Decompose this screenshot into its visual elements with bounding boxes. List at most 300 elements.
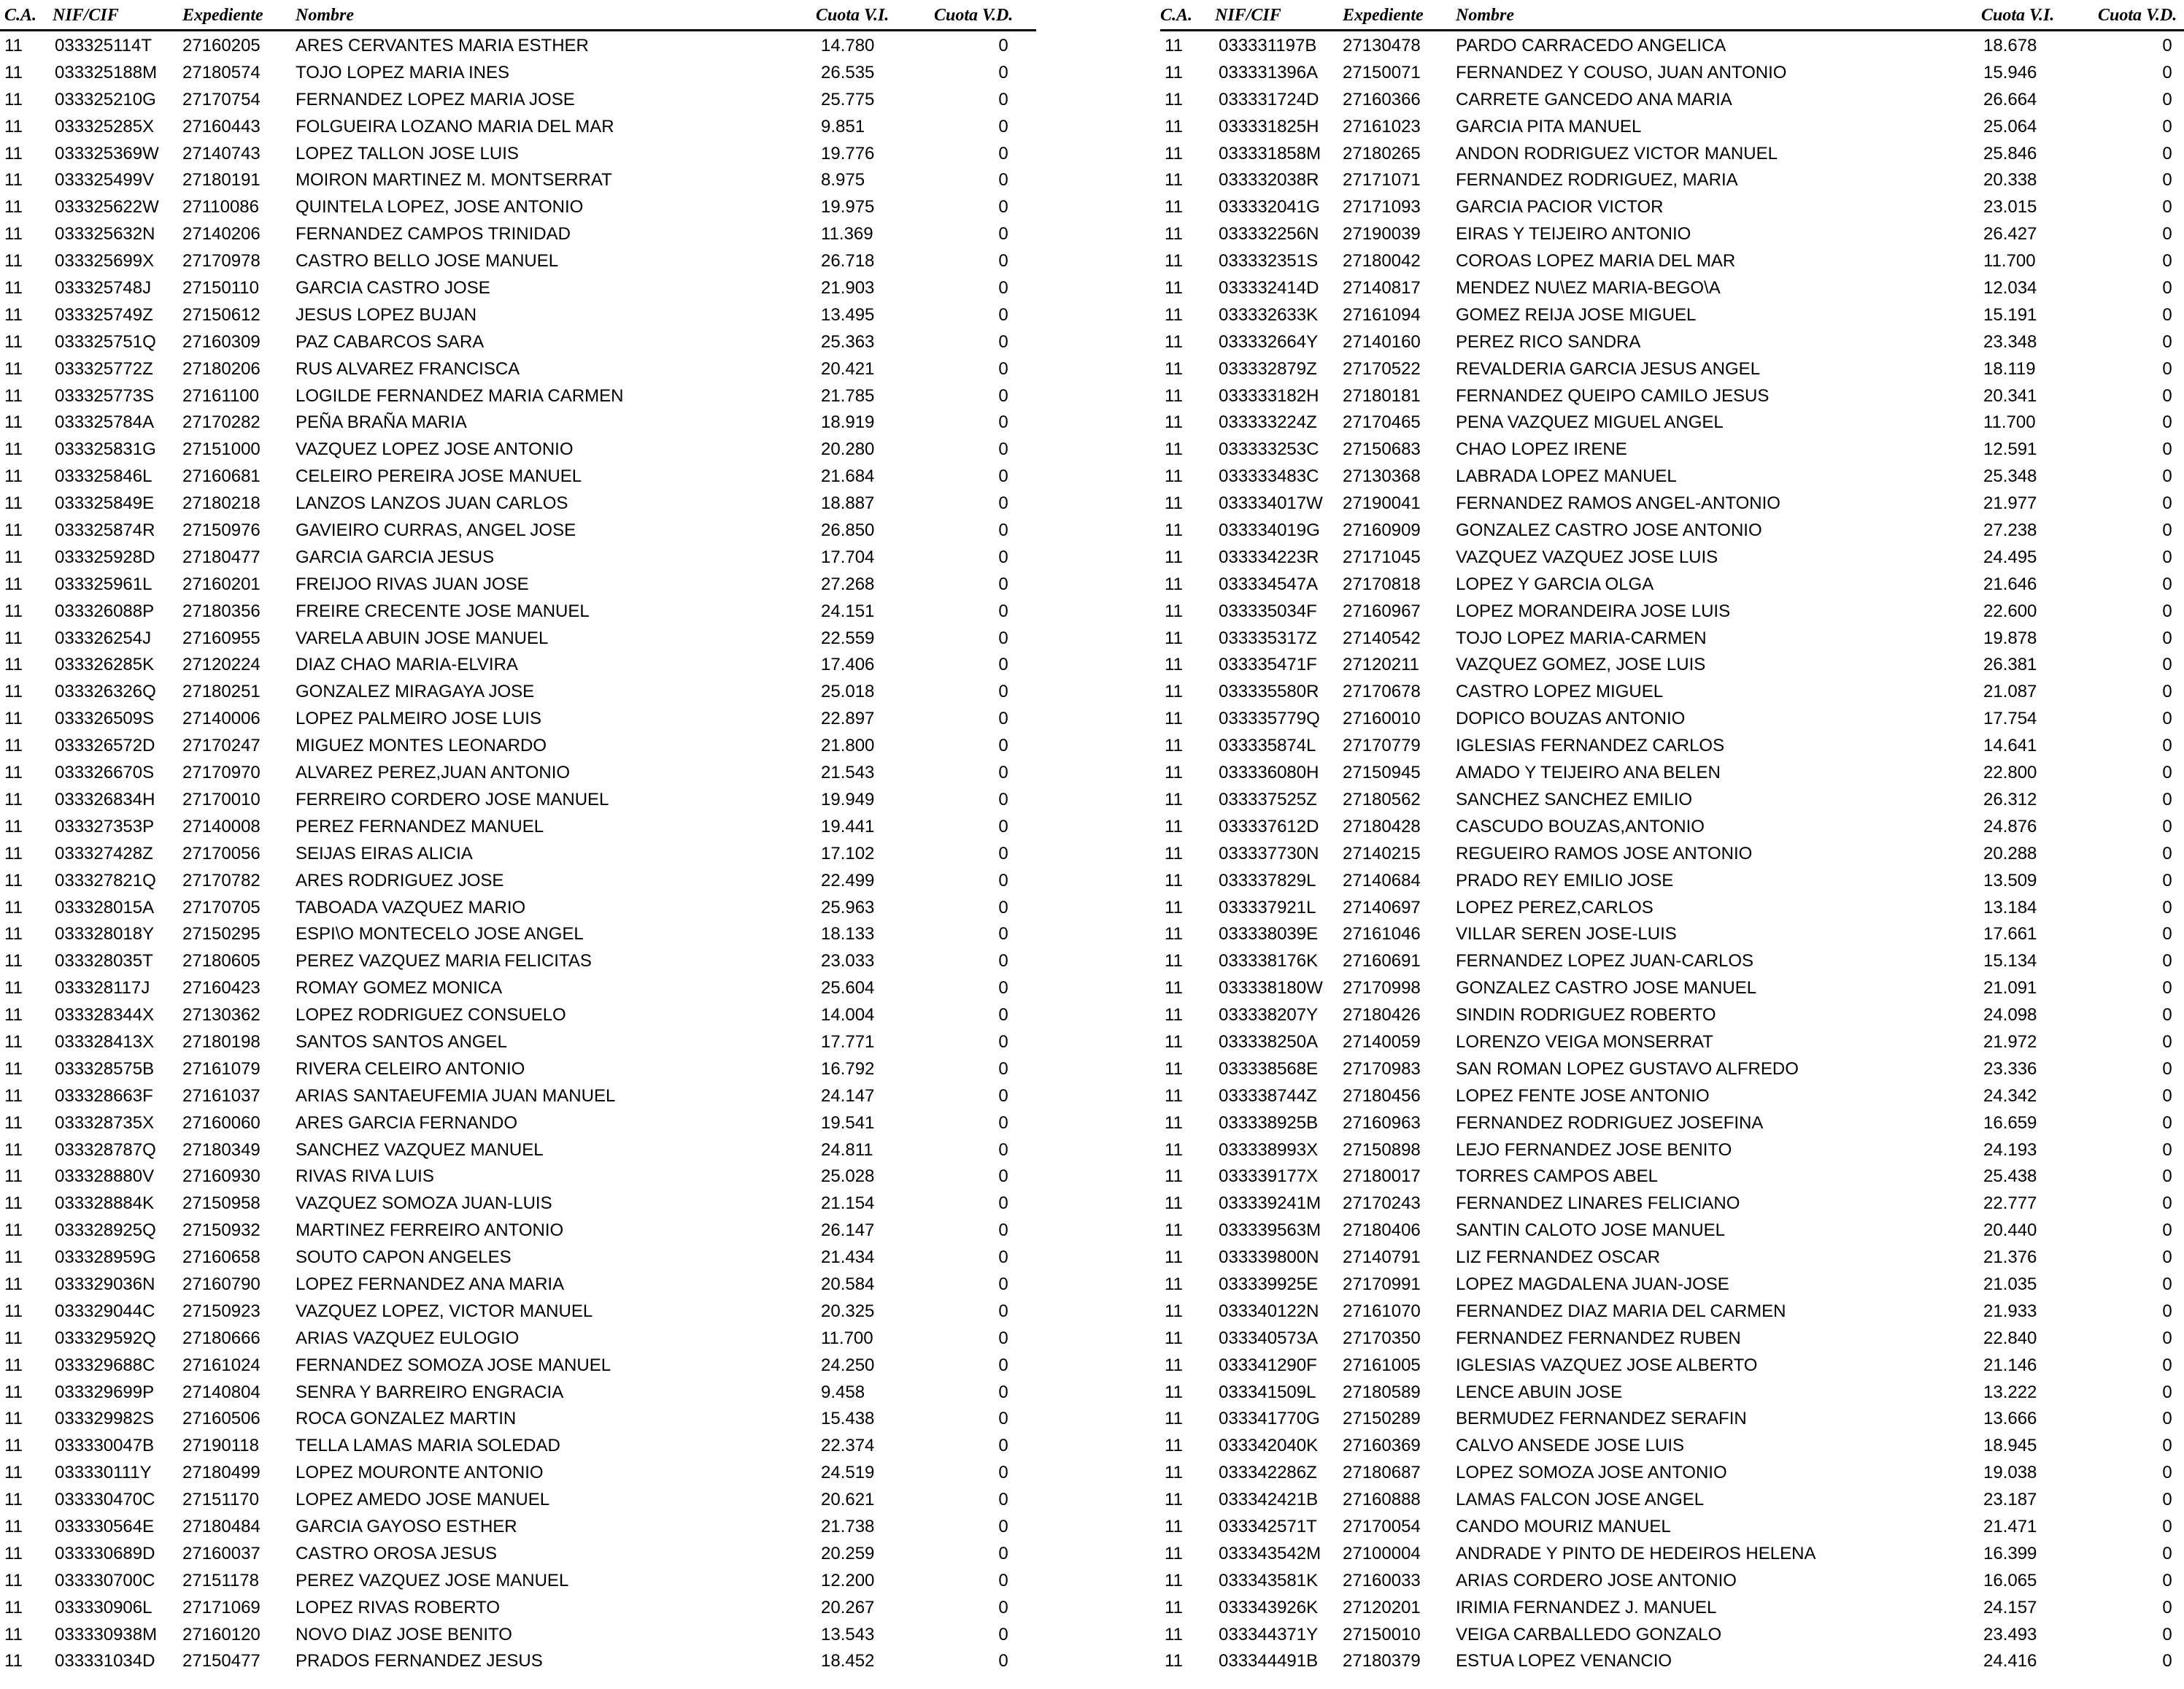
cell-nif: 033335874L <box>1219 736 1316 756</box>
cell-nif: 033337829L <box>1219 870 1316 890</box>
cell-expediente: 27190118 <box>182 1436 259 1456</box>
table-row <box>1160 1270 2184 1297</box>
cell-cuota-vd: 0 <box>998 1597 1008 1617</box>
cell-expediente: 27170054 <box>1343 1516 1421 1536</box>
cell-expediente: 27150923 <box>182 1301 261 1321</box>
cell-cuota-vd: 0 <box>998 520 1008 541</box>
cell-nif: 033331396A <box>1219 62 1319 82</box>
cell-nif: 033338180W <box>1219 978 1323 999</box>
cell-expediente: 27140817 <box>1343 278 1421 299</box>
cell-nombre: FERNANDEZ DIAZ MARIA DEL CARMEN <box>1456 1301 1786 1321</box>
cell-nif: 033330470C <box>55 1490 155 1510</box>
cell-expediente: 27160010 <box>1343 709 1421 729</box>
cell-expediente: 27160309 <box>182 331 261 352</box>
cell-cuota-vi: 20.280 <box>821 439 875 460</box>
table-row <box>0 1028 1036 1055</box>
cell-cuota-vd: 0 <box>998 601 1008 621</box>
cell-cuota-vd: 0 <box>2162 412 2172 433</box>
table-row <box>1160 58 2184 85</box>
cell-cuota-vi: 24.342 <box>1983 1085 2037 1106</box>
cell-ca: 11 <box>1165 843 1183 863</box>
cell-nombre: CARRETE GANCEDO ANA MARIA <box>1456 89 1732 109</box>
cell-expediente: 27160037 <box>182 1543 261 1563</box>
cell-ca: 11 <box>1165 1355 1183 1375</box>
cell-nif: 033342286Z <box>1219 1463 1317 1483</box>
cell-nif: 033335034F <box>1219 601 1317 621</box>
cell-ca: 11 <box>1165 628 1183 648</box>
cell-cuota-vi: 24.098 <box>1983 1005 2037 1026</box>
cell-cuota-vd: 0 <box>2162 1274 2172 1294</box>
cell-nombre: LOPEZ PEREZ,CARLOS <box>1456 897 1654 917</box>
cell-nombre: VARELA ABUIN JOSE MANUEL <box>296 628 549 648</box>
cell-nif: 033328413X <box>55 1031 155 1052</box>
cell-ca: 11 <box>4 385 23 406</box>
cell-expediente: 27160201 <box>182 574 261 594</box>
cell-ca: 11 <box>4 197 23 218</box>
cell-ca: 11 <box>1165 601 1183 621</box>
cell-expediente: 27161023 <box>1343 116 1421 136</box>
cell-cuota-vd: 0 <box>2162 1597 2172 1617</box>
cell-expediente: 27160443 <box>182 116 261 136</box>
cell-nif: 033332664Y <box>1219 331 1319 352</box>
cell-expediente: 27140791 <box>1343 1247 1421 1268</box>
table-row <box>1160 1189 2184 1216</box>
cell-cuota-vd: 0 <box>2162 116 2172 136</box>
table-row <box>1160 1082 2184 1109</box>
table-row <box>0 1055 1036 1082</box>
table-row <box>1160 1566 2184 1593</box>
table-row <box>0 489 1036 516</box>
cell-nombre: LOPEZ FENTE JOSE ANTONIO <box>1456 1085 1710 1106</box>
cell-ca: 11 <box>4 924 23 944</box>
cell-expediente: 27120211 <box>1343 655 1419 675</box>
cell-nombre: ARES CERVANTES MARIA ESTHER <box>296 36 589 55</box>
cell-cuota-vi: 20.341 <box>1983 385 2037 406</box>
cell-nif: 033343926K <box>1219 1597 1319 1617</box>
cell-expediente: 27160790 <box>182 1274 261 1294</box>
cell-cuota-vi: 16.792 <box>821 1058 875 1079</box>
cell-expediente: 27140006 <box>182 709 261 729</box>
table-row <box>0 1647 1036 1674</box>
cell-expediente: 27160909 <box>1343 520 1421 541</box>
cell-cuota-vi: 17.704 <box>821 547 875 567</box>
cell-cuota-vi: 24.811 <box>821 1139 873 1160</box>
table-row <box>1160 435 2184 462</box>
cell-expediente: 27180379 <box>1343 1651 1421 1671</box>
cell-cuota-vd: 0 <box>2162 1355 2172 1375</box>
table-row <box>1160 785 2184 812</box>
cell-ca: 11 <box>4 116 23 136</box>
cell-expediente: 27180499 <box>182 1463 261 1483</box>
table-row <box>0 1593 1036 1620</box>
header-expediente: Expediente <box>1343 6 1424 25</box>
cell-ca: 11 <box>4 763 23 783</box>
table-row <box>1160 1136 2184 1163</box>
table-row <box>1160 812 2184 839</box>
cell-cuota-vi: 23.336 <box>1983 1058 2037 1079</box>
cell-ca: 11 <box>4 682 23 702</box>
cell-ca: 11 <box>1165 412 1183 433</box>
cell-cuota-vd: 0 <box>998 143 1008 163</box>
cell-cuota-vd: 0 <box>998 1220 1008 1241</box>
cell-cuota-vd: 0 <box>2162 493 2172 514</box>
table-row <box>1160 624 2184 651</box>
cell-cuota-vd: 0 <box>998 1005 1008 1026</box>
cell-cuota-vi: 11.700 <box>1983 412 2036 433</box>
cell-ca: 11 <box>4 1085 23 1106</box>
table-row <box>0 677 1036 704</box>
table-row <box>1160 139 2184 166</box>
cell-ca: 11 <box>4 789 23 809</box>
table-row <box>0 301 1036 328</box>
cell-cuota-vd: 0 <box>998 870 1008 890</box>
cell-expediente: 27150289 <box>1343 1409 1421 1429</box>
cell-cuota-vi: 12.591 <box>1983 439 2037 460</box>
cell-ca: 11 <box>1165 1220 1183 1241</box>
cell-nif: 033330047B <box>55 1436 155 1456</box>
cell-cuota-vd: 0 <box>2162 358 2172 379</box>
cell-cuota-vd: 0 <box>998 385 1008 406</box>
cell-nombre: RIVAS RIVA LUIS <box>296 1166 434 1187</box>
cell-ca: 11 <box>4 1543 23 1563</box>
cell-cuota-vd: 0 <box>2162 1031 2172 1052</box>
cell-cuota-vd: 0 <box>2162 1139 2172 1160</box>
table-row <box>1160 516 2184 543</box>
cell-cuota-vi: 21.903 <box>821 278 875 299</box>
table-row <box>1160 462 2184 489</box>
cell-expediente: 27170243 <box>1343 1193 1421 1214</box>
cell-nif: 033335471F <box>1219 655 1317 675</box>
table-body <box>0 31 1036 1674</box>
table-row <box>1160 193 2184 220</box>
cell-expediente: 27180426 <box>1343 1005 1421 1026</box>
cell-cuota-vi: 13.666 <box>1983 1409 2037 1429</box>
cell-ca: 11 <box>1165 1193 1183 1214</box>
cell-expediente: 27180265 <box>1343 143 1421 163</box>
cell-cuota-vi: 21.933 <box>1983 1301 2037 1321</box>
cell-cuota-vi: 25.363 <box>821 331 875 352</box>
cell-nif: 033326572D <box>55 736 155 756</box>
cell-cuota-vd: 0 <box>998 1112 1008 1133</box>
cell-cuota-vd: 0 <box>998 1247 1008 1268</box>
cell-cuota-vi: 15.438 <box>821 1409 875 1429</box>
table-row <box>1160 731 2184 758</box>
cell-cuota-vd: 0 <box>998 951 1008 972</box>
table-row <box>0 516 1036 543</box>
cell-nif: 033338207Y <box>1219 1005 1319 1026</box>
cell-ca: 11 <box>1165 1570 1183 1590</box>
cell-expediente: 27150945 <box>1343 763 1421 783</box>
cell-cuota-vi: 18.133 <box>821 924 875 944</box>
cell-cuota-vd: 0 <box>998 493 1008 514</box>
cell-ca: 11 <box>1165 385 1183 406</box>
cell-ca: 11 <box>1165 924 1183 944</box>
table-body <box>1160 31 2184 1674</box>
cell-cuota-vi: 24.876 <box>1983 816 2037 836</box>
cell-expediente: 27140743 <box>182 143 261 163</box>
cell-cuota-vd: 0 <box>2162 601 2172 621</box>
cell-nombre: VAZQUEZ LOPEZ JOSE ANTONIO <box>296 439 574 460</box>
table-row <box>1160 1647 2184 1674</box>
cell-cuota-vi: 24.193 <box>1983 1139 2037 1160</box>
cell-nombre: LOPEZ MOURONTE ANTONIO <box>296 1463 544 1483</box>
cell-cuota-vd: 0 <box>998 251 1008 272</box>
cell-nombre: FERNANDEZ LINARES FELICIANO <box>1456 1193 1740 1214</box>
table-row <box>0 624 1036 651</box>
cell-cuota-vd: 0 <box>2162 924 2172 944</box>
cell-nif: 033338744Z <box>1219 1085 1317 1106</box>
cell-nif: 033326670S <box>55 763 155 783</box>
cell-cuota-vd: 0 <box>2162 547 2172 567</box>
cell-cuota-vi: 24.151 <box>821 601 875 621</box>
cell-cuota-vi: 20.584 <box>821 1274 875 1294</box>
cell-expediente: 27180605 <box>182 951 261 972</box>
table-row <box>1160 947 2184 974</box>
cell-cuota-vi: 26.664 <box>1983 89 2037 109</box>
cell-nombre: DIAZ CHAO MARIA-ELVIRA <box>296 655 518 675</box>
cell-expediente: 27150295 <box>182 924 261 944</box>
cell-ca: 11 <box>4 1355 23 1375</box>
cell-nombre: ESPI\O MONTECELO JOSE ANGEL <box>296 924 584 944</box>
cell-expediente: 27160369 <box>1343 1436 1421 1456</box>
cell-nombre: TORRES CAMPOS ABEL <box>1456 1166 1658 1187</box>
table-row <box>1160 1458 2184 1485</box>
cell-cuota-vd: 0 <box>998 116 1008 136</box>
cell-nombre: VILLAR SEREN JOSE-LUIS <box>1456 924 1677 944</box>
cell-cuota-vi: 25.064 <box>1983 116 2037 136</box>
cell-nif: 033341509L <box>1219 1382 1316 1402</box>
cell-nif: 033328925Q <box>55 1220 156 1241</box>
cell-nombre: FERNANDEZ FERNANDEZ RUBEN <box>1456 1328 1741 1348</box>
cell-nombre: VAZQUEZ GOMEZ, JOSE LUIS <box>1456 655 1706 675</box>
cell-expediente: 27150898 <box>1343 1139 1421 1160</box>
cell-nombre: FERNANDEZ Y COUSO, JUAN ANTONIO <box>1456 62 1787 82</box>
cell-cuota-vd: 0 <box>998 1409 1008 1429</box>
header-nif: NIF/CIF <box>1215 6 1281 25</box>
cell-cuota-vd: 0 <box>998 331 1008 352</box>
cell-ca: 11 <box>1165 655 1183 675</box>
cell-nombre: GONZALEZ CASTRO JOSE MANUEL <box>1456 978 1757 999</box>
cell-cuota-vd: 0 <box>998 1436 1008 1456</box>
cell-nombre: LOPEZ Y GARCIA OLGA <box>1456 574 1654 594</box>
cell-nif: 033328035T <box>55 951 153 972</box>
cell-cuota-vd: 0 <box>998 36 1008 55</box>
cell-ca: 11 <box>1165 1624 1183 1644</box>
cell-cuota-vd: 0 <box>998 709 1008 729</box>
table-row <box>0 893 1036 920</box>
cell-cuota-vd: 0 <box>2162 439 2172 460</box>
table-row <box>1160 31 2184 58</box>
cell-ca: 11 <box>1165 1005 1183 1026</box>
cell-nif: 033326834H <box>55 789 155 809</box>
cell-ca: 11 <box>1165 951 1183 972</box>
cell-expediente: 27140160 <box>1343 331 1421 352</box>
cell-ca: 11 <box>4 493 23 514</box>
cell-cuota-vd: 0 <box>2162 385 2172 406</box>
cell-nombre: ARES GARCIA FERNANDO <box>296 1112 518 1133</box>
cell-cuota-vi: 14.004 <box>821 1005 875 1026</box>
cell-nif: 033325773S <box>55 385 155 406</box>
table-row <box>1160 1593 2184 1620</box>
cell-ca: 11 <box>1165 116 1183 136</box>
cell-cuota-vd: 0 <box>998 843 1008 863</box>
cell-expediente: 27180198 <box>182 1031 261 1052</box>
cell-nombre: FERNANDEZ SOMOZA JOSE MANUEL <box>296 1355 611 1375</box>
cell-cuota-vd: 0 <box>998 439 1008 460</box>
cell-expediente: 27180181 <box>1343 385 1421 406</box>
table-row <box>1160 382 2184 409</box>
cell-nif: 033336080H <box>1219 763 1319 783</box>
cell-nif: 033325784A <box>55 412 155 433</box>
cell-expediente: 27180687 <box>1343 1463 1421 1483</box>
cell-cuota-vd: 0 <box>998 1355 1008 1375</box>
cell-expediente: 27160423 <box>182 978 261 999</box>
cell-nif: 033342040K <box>1219 1436 1319 1456</box>
cell-cuota-vd: 0 <box>2162 1490 2172 1510</box>
cell-nif: 033338568E <box>1219 1058 1319 1079</box>
cell-nombre: PEREZ RICO SANDRA <box>1456 331 1641 352</box>
cell-nombre: ARES RODRIGUEZ JOSE <box>296 870 504 890</box>
table-row <box>1160 1324 2184 1351</box>
cell-nif: 033333182H <box>1219 385 1319 406</box>
cell-cuota-vd: 0 <box>2162 1409 2172 1429</box>
cell-nombre: IGLESIAS FERNANDEZ CARLOS <box>1456 736 1725 756</box>
cell-nif: 033328787Q <box>55 1139 156 1160</box>
cell-nombre: DOPICO BOUZAS ANTONIO <box>1456 709 1686 729</box>
cell-expediente: 27180251 <box>182 682 261 702</box>
cell-ca: 11 <box>4 1490 23 1510</box>
header-cuota-vd: Cuota V.D. <box>934 6 1014 25</box>
cell-nif: 033330906L <box>55 1597 153 1617</box>
cell-ca: 11 <box>1165 1463 1183 1483</box>
cell-nombre: SAN ROMAN LOPEZ GUSTAVO ALFREDO <box>1456 1058 1799 1079</box>
cell-cuota-vi: 20.421 <box>821 358 875 379</box>
cell-cuota-vi: 21.646 <box>1983 574 2037 594</box>
cell-nif: 033325846L <box>55 466 153 487</box>
cell-nombre: SOUTO CAPON ANGELES <box>296 1247 512 1268</box>
cell-cuota-vd: 0 <box>2162 1463 2172 1483</box>
cell-ca: 11 <box>1165 897 1183 917</box>
table-row <box>1160 1216 2184 1243</box>
cell-expediente: 27161037 <box>182 1085 261 1106</box>
cell-ca: 11 <box>1165 197 1183 218</box>
cell-nombre: CASTRO OROSA JESUS <box>296 1543 498 1563</box>
table-row <box>0 355 1036 382</box>
cell-nombre: GOMEZ REIJA JOSE MIGUEL <box>1456 304 1697 325</box>
cell-cuota-vd: 0 <box>2162 709 2172 729</box>
cell-cuota-vd: 0 <box>998 1193 1008 1214</box>
cell-nif: 033325849E <box>55 493 155 514</box>
cell-nombre: LAMAS FALCON JOSE ANGEL <box>1456 1490 1705 1510</box>
cell-cuota-vi: 23.493 <box>1983 1624 2037 1644</box>
cell-expediente: 27180574 <box>182 62 261 82</box>
cell-nombre: FERNANDEZ LOPEZ MARIA JOSE <box>296 89 575 109</box>
cell-nif: 033338925B <box>1219 1112 1319 1133</box>
cell-nif: 033325748J <box>55 278 152 299</box>
table-row <box>0 31 1036 58</box>
cell-nif: 033325369W <box>55 143 159 163</box>
cell-nif: 033339563M <box>1219 1220 1321 1241</box>
cell-ca: 11 <box>4 170 23 191</box>
cell-expediente: 27150477 <box>182 1651 261 1671</box>
cell-expediente: 27161100 <box>182 385 259 406</box>
cell-nif: 033328884K <box>55 1193 155 1214</box>
cell-ca: 11 <box>4 520 23 541</box>
cell-nif: 033335779Q <box>1219 709 1320 729</box>
cell-cuota-vi: 11.369 <box>821 224 873 245</box>
table-row <box>0 1566 1036 1593</box>
cell-cuota-vi: 17.406 <box>821 655 875 675</box>
cell-expediente: 27170754 <box>182 89 261 109</box>
cell-nif: 033325772Z <box>55 358 153 379</box>
cell-nombre: PEREZ VAZQUEZ JOSE MANUEL <box>296 1570 569 1590</box>
cell-expediente: 27180017 <box>1343 1166 1421 1187</box>
cell-nombre: LABRADA LOPEZ MANUEL <box>1456 466 1677 487</box>
cell-cuota-vi: 21.154 <box>821 1193 875 1214</box>
cell-cuota-vd: 0 <box>998 89 1008 109</box>
cell-expediente: 27170010 <box>182 789 261 809</box>
cell-ca: 11 <box>1165 358 1183 379</box>
cell-expediente: 27171093 <box>1343 197 1421 218</box>
cell-ca: 11 <box>4 547 23 567</box>
table-row <box>1160 328 2184 355</box>
table-row <box>1160 408 2184 435</box>
cell-nif: 033328663F <box>55 1085 153 1106</box>
cell-cuota-vd: 0 <box>998 736 1008 756</box>
cell-expediente: 27161070 <box>1343 1301 1421 1321</box>
cell-cuota-vi: 20.621 <box>821 1490 875 1510</box>
cell-cuota-vd: 0 <box>998 1516 1008 1536</box>
cell-ca: 11 <box>1165 251 1183 272</box>
cell-nif: 033329982S <box>55 1409 155 1429</box>
cell-cuota-vi: 26.312 <box>1983 789 2037 809</box>
cell-cuota-vi: 27.268 <box>821 574 875 594</box>
cell-nif: 033332414D <box>1219 278 1319 299</box>
cell-ca: 11 <box>4 251 23 272</box>
cell-nif: 033333253C <box>1219 439 1319 460</box>
cell-cuota-vd: 0 <box>998 816 1008 836</box>
cell-ca: 11 <box>1165 1166 1183 1187</box>
cell-nif: 033330564E <box>55 1516 155 1536</box>
table-row <box>0 947 1036 974</box>
cell-ca: 11 <box>1165 36 1183 55</box>
cell-expediente: 27170350 <box>1343 1328 1421 1348</box>
cell-cuota-vi: 13.495 <box>821 304 875 325</box>
cell-expediente: 27160120 <box>182 1624 261 1644</box>
cell-cuota-vi: 21.785 <box>821 385 875 406</box>
cell-nombre: CASCUDO BOUZAS,ANTONIO <box>1456 816 1705 836</box>
cell-cuota-vi: 19.975 <box>821 197 875 218</box>
cell-nif: 033328117J <box>55 978 150 999</box>
cell-expediente: 27171071 <box>1343 170 1421 191</box>
cell-cuota-vd: 0 <box>998 574 1008 594</box>
table-row <box>0 193 1036 220</box>
cell-cuota-vd: 0 <box>2162 331 2172 352</box>
table-row <box>0 1270 1036 1297</box>
cell-cuota-vd: 0 <box>998 1624 1008 1644</box>
cell-cuota-vd: 0 <box>2162 789 2172 809</box>
cell-nombre: PEÑA BRAÑA MARIA <box>296 412 467 433</box>
cell-expediente: 27170282 <box>182 412 261 433</box>
cell-expediente: 27180477 <box>182 547 261 567</box>
table-row <box>0 1136 1036 1163</box>
table-row <box>1160 1431 2184 1458</box>
cell-nif: 033337612D <box>1219 816 1319 836</box>
cell-nombre: LANZOS LANZOS JUAN CARLOS <box>296 493 568 514</box>
cell-cuota-vd: 0 <box>2162 1624 2172 1644</box>
cell-cuota-vd: 0 <box>2162 978 2172 999</box>
cell-nombre: RUS ALVAREZ FRANCISCA <box>296 358 520 379</box>
